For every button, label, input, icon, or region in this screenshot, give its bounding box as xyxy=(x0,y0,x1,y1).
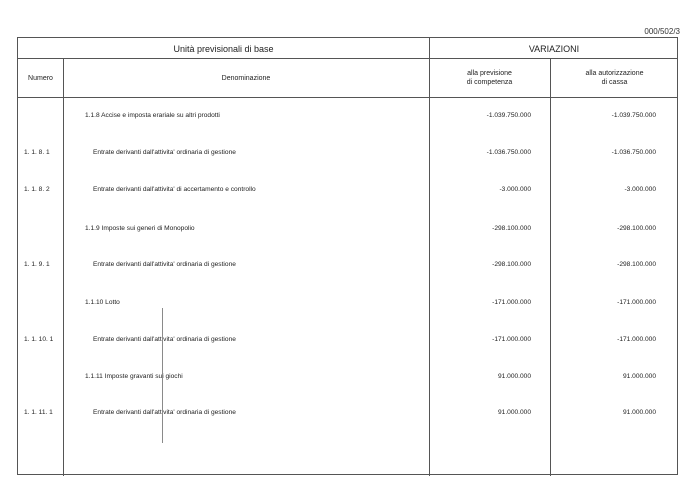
row-cash-value: 91.000.000 xyxy=(622,373,656,380)
row-number: 1. 1. 11. 1 xyxy=(24,409,53,416)
variations-title: VARIAZIONI xyxy=(528,44,580,54)
row-number: 1. 1. 10. 1 xyxy=(24,336,54,343)
row-number: 1. 1. 8. 2 xyxy=(24,186,50,193)
row-competence-value: -1.039.750.000 xyxy=(486,112,531,119)
col-denomination-header: Denominazione xyxy=(221,75,271,82)
row-denomination: 1.1.11 Imposte gravanti sui giochi xyxy=(85,373,183,380)
row-cash-value: -1.036.750.000 xyxy=(611,149,656,156)
page-code: 000/502/3 xyxy=(644,27,680,36)
row-denomination: 1.1.10 Lotto xyxy=(85,299,120,306)
row-competence-value: -3.000.000 xyxy=(499,186,531,193)
header-bottom-rule xyxy=(18,97,677,98)
header-divider xyxy=(18,58,677,59)
row-denomination: Entrate derivanti dall'attivita' ordinaria di gestione xyxy=(93,336,236,343)
budget-table xyxy=(17,37,678,475)
units-title: Unità previsionali di base xyxy=(173,44,274,54)
col-competence-header: alla previsione di competenza xyxy=(466,70,513,86)
row-cash-value: -298.100.000 xyxy=(617,261,656,268)
row-denomination: 1.1.8 Accise e imposta erariale su altri prodotti xyxy=(85,112,220,119)
col-number-header: Numero xyxy=(28,75,53,82)
row-number: 1. 1. 8. 1 xyxy=(24,149,50,156)
row-cash-value: -171.000.000 xyxy=(617,299,656,306)
row-cash-value: -1.039.750.000 xyxy=(611,112,656,119)
row-denomination: Entrate derivanti dall'attivita' di accertamento e controllo xyxy=(93,186,256,193)
row-competence-value: -298.100.000 xyxy=(492,225,531,232)
col-cash-header: alla autorizzazione di cassa xyxy=(585,70,644,86)
row-number: 1. 1. 9. 1 xyxy=(24,261,50,268)
row-competence-value: -171.000.000 xyxy=(492,336,531,343)
row-denomination: Entrate derivanti dall'attivita' ordinaria di gestione xyxy=(93,149,236,156)
row-cash-value: -171.000.000 xyxy=(617,336,656,343)
row-competence-value: 91.000.000 xyxy=(497,409,531,416)
row-denomination: Entrate derivanti dall'attivita' ordinaria di gestione xyxy=(93,409,236,416)
row-competence-value: 91.000.000 xyxy=(497,373,531,380)
row-competence-value: -298.100.000 xyxy=(492,261,531,268)
row-denomination: 1.1.9 Imposte sui generi di Monopolio xyxy=(85,225,195,232)
scan-artifact-line xyxy=(162,308,163,443)
col-divider-number xyxy=(63,58,64,476)
row-denomination: Entrate derivanti dall'attivita' ordinaria di gestione xyxy=(93,261,236,268)
row-cash-value: -298.100.000 xyxy=(617,225,656,232)
row-cash-value: 91.000.000 xyxy=(622,409,656,416)
row-competence-value: -1.036.750.000 xyxy=(486,149,531,156)
row-cash-value: -3.000.000 xyxy=(624,186,656,193)
row-competence-value: -171.000.000 xyxy=(492,299,531,306)
